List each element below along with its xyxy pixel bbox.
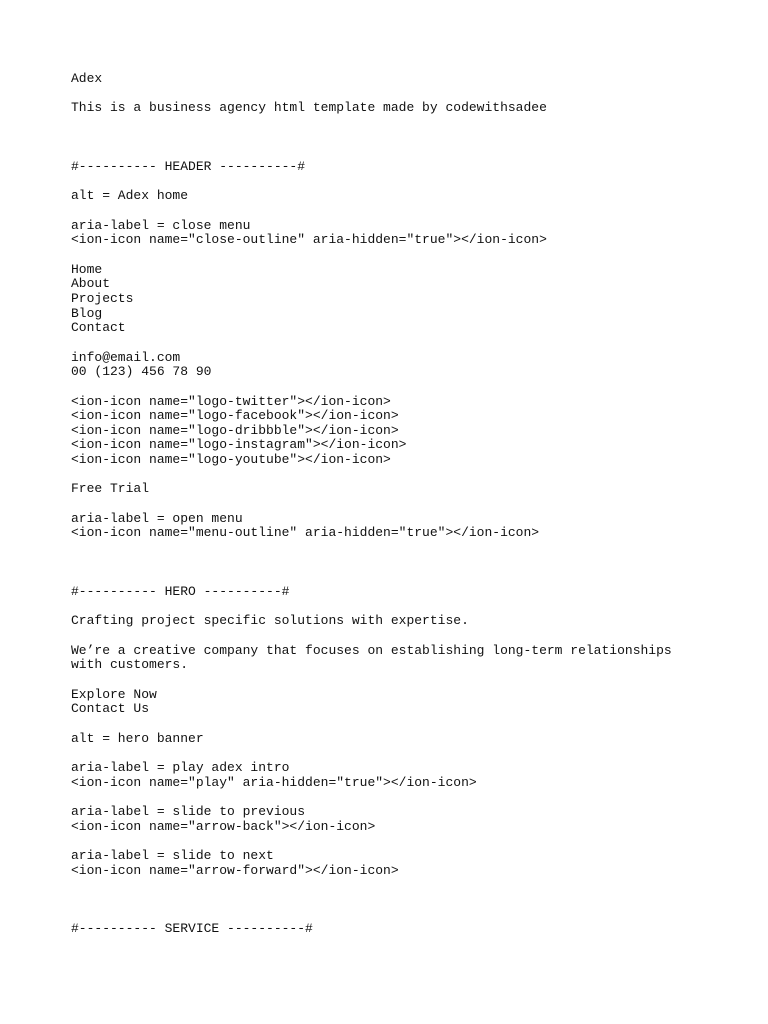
email-link[interactable]: info@email.com bbox=[71, 349, 181, 365]
hero-title: Crafting project specific solutions with expertise. bbox=[71, 613, 469, 629]
nav-item-contact[interactable]: Contact bbox=[71, 320, 126, 336]
menu-icon-code[interactable]: <ion-icon name="menu-outline" aria-hidden="true"></ion-icon> bbox=[71, 525, 540, 541]
document-description: This is a business agency html template made by codewithsadee bbox=[71, 100, 547, 116]
document-page bbox=[71, 72, 701, 937]
arrow-forward-icon-code[interactable]: <ion-icon name="arrow-forward"></ion-icon> bbox=[71, 862, 399, 878]
nav-item-blog[interactable]: Blog bbox=[71, 305, 103, 321]
slide-next-label: aria-label = slide to next bbox=[71, 847, 274, 863]
slide-previous-label: aria-label = slide to previous bbox=[71, 803, 306, 819]
close-menu-label: aria-label = close menu bbox=[71, 217, 251, 233]
hero-banner-alt: alt = hero banner bbox=[71, 730, 204, 746]
contact-us-button[interactable]: Contact Us bbox=[71, 701, 150, 717]
phone-link[interactable]: 00 (123) 456 78 90 bbox=[71, 364, 212, 380]
play-icon-code[interactable]: <ion-icon name="play" aria-hidden="true"></ion-icon> bbox=[71, 774, 477, 790]
instagram-icon-code[interactable]: <ion-icon name="logo-instagram"></ion-icon> bbox=[71, 437, 407, 453]
youtube-icon-code[interactable]: <ion-icon name="logo-youtube"></ion-icon> bbox=[71, 451, 391, 467]
document-title: Adex bbox=[71, 71, 103, 86]
explore-now-button[interactable]: Explore Now bbox=[71, 686, 157, 702]
service-section-heading: #---------- SERVICE ----------# bbox=[71, 921, 313, 937]
arrow-back-icon-code[interactable]: <ion-icon name="arrow-back"></ion-icon> bbox=[71, 818, 376, 834]
hero-text: We’re a creative company that focuses on establishing long-term relationships with customers. bbox=[71, 642, 680, 673]
nav-item-about[interactable]: About bbox=[71, 276, 111, 292]
nav-item-projects[interactable]: Projects bbox=[71, 290, 134, 306]
twitter-icon-code[interactable]: <ion-icon name="logo-twitter"></ion-icon> bbox=[71, 393, 391, 409]
nav-item-home[interactable]: Home bbox=[71, 261, 103, 277]
header-section-heading: #---------- HEADER ----------# bbox=[71, 158, 306, 174]
play-intro-label: aria-label = play adex intro bbox=[71, 759, 290, 775]
close-icon-code: <ion-icon name="close-outline" aria-hidden="true"></ion-icon> bbox=[71, 232, 547, 248]
free-trial-button[interactable]: Free Trial bbox=[71, 481, 150, 497]
dribbble-icon-code[interactable]: <ion-icon name="logo-dribbble"></ion-icon> bbox=[71, 422, 399, 438]
hero-section-heading: #---------- HERO ----------# bbox=[71, 583, 290, 599]
open-menu-label: aria-label = open menu bbox=[71, 510, 243, 526]
facebook-icon-code[interactable]: <ion-icon name="logo-facebook"></ion-icon> bbox=[71, 408, 399, 424]
logo-alt-text: alt = Adex home bbox=[71, 188, 189, 204]
